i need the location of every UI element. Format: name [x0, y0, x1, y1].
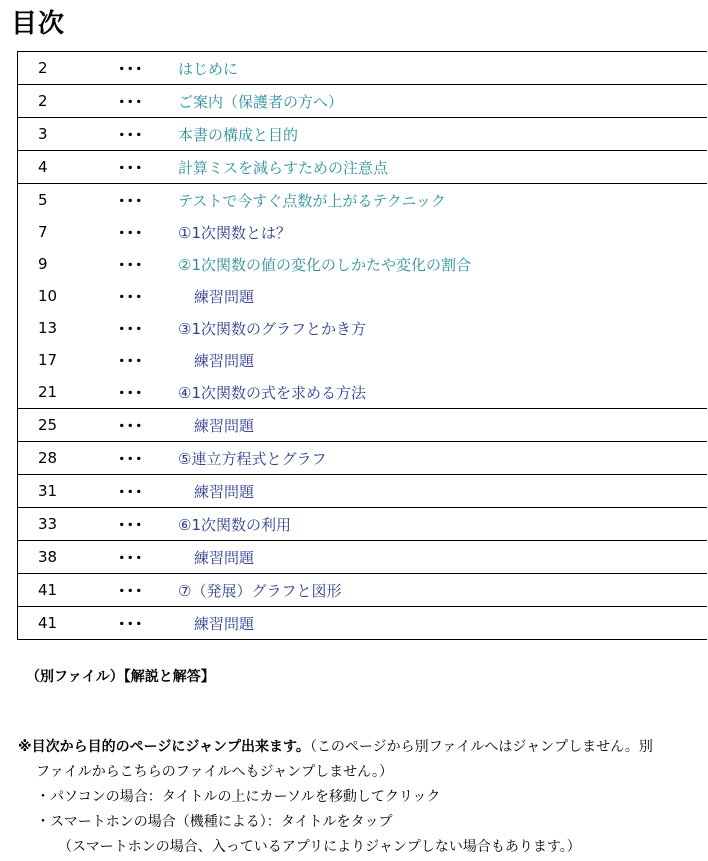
toc-link-test-techniques[interactable]: テストで今すぐ点数が上がるテクニック: [178, 191, 446, 210]
toc-leader-dots: ･･･: [118, 475, 178, 508]
toc-row: [18, 409, 708, 442]
toc-row: [18, 52, 708, 85]
toc-link-practice[interactable]: 練習問題: [194, 614, 255, 633]
jump-notes: [18, 735, 702, 860]
toc-page-number: 2: [18, 52, 119, 85]
pc-instruction: ・パソコンの場合：タイトルの上にカーソルを移動してクリック: [36, 789, 441, 805]
toc-page-number: 41: [18, 574, 119, 607]
toc-row: [18, 85, 708, 118]
toc-link-chapter-4[interactable]: ④1次関数の式を求める方法: [178, 383, 366, 402]
page-title: 目次: [11, 9, 66, 39]
toc-link-chapter-2[interactable]: ②1次関数の値の変化のしかたや変化の割合: [178, 255, 471, 274]
jump-note-continuation: ファイルからこちらのファイルへもジャンプしません。）: [36, 764, 393, 780]
toc-page-number: 7: [18, 216, 119, 248]
toc-leader-dots: ･･･: [118, 574, 178, 607]
toc-page-number: 10: [18, 280, 119, 312]
toc-page-number: 9: [18, 248, 119, 280]
toc-link-calculation-tips[interactable]: 計算ミスを減らすための注意点: [178, 158, 389, 177]
toc-link-guide-for-parents[interactable]: ご案内（保護者の方へ）: [178, 92, 344, 111]
toc-row: [18, 541, 708, 574]
toc-leader-dots: ･･･: [118, 351, 144, 370]
toc-page-number: 3: [18, 118, 119, 151]
toc-row: [18, 248, 708, 280]
toc-leader-dots: ･･･: [118, 409, 178, 442]
toc-leader-dots: ･･･: [118, 319, 144, 338]
toc-leader-dots: ･･･: [118, 255, 144, 274]
toc-leader-dots: ･･･: [118, 118, 178, 151]
toc-page-number: 33: [18, 508, 119, 541]
toc-row: [18, 376, 708, 409]
toc-leader-dots: ･･･: [118, 508, 178, 541]
toc-row: [18, 475, 708, 508]
toc-link-practice[interactable]: 練習問題: [194, 416, 255, 435]
toc-link-chapter-5[interactable]: ⑤連立方程式とグラフ: [178, 449, 327, 468]
toc-row: [18, 184, 708, 217]
toc-page-number: 17: [18, 344, 119, 376]
jump-note-line: [18, 735, 702, 760]
toc-page-number: 41: [18, 607, 119, 640]
toc-row: [18, 442, 708, 475]
toc-leader-dots: ･･･: [118, 541, 178, 574]
toc-link-practice[interactable]: 練習問題: [194, 351, 255, 370]
toc-page-number: 4: [18, 151, 119, 184]
smartphone-note: （スマートホンの場合、入っているアプリによりジャンプしない場合もあります。）: [58, 839, 581, 855]
toc-leader-dots: ･･･: [118, 151, 178, 184]
toc-leader-dots: ･･･: [118, 85, 178, 118]
toc-page-number: 21: [18, 376, 119, 409]
jump-note-text: （このページから別ファイルへはジャンプしません。別: [309, 739, 653, 755]
toc-link-structure-and-purpose[interactable]: 本書の構成と目的: [178, 125, 299, 144]
toc-row: [18, 344, 708, 376]
toc-page-number: 31: [18, 475, 119, 508]
jump-note-heading: ※目次から目的のページにジャンプ出来ます。: [18, 739, 310, 755]
toc-page-number: 28: [18, 442, 119, 475]
table-of-contents: [17, 51, 707, 640]
toc-link-introduction[interactable]: はじめに: [178, 59, 239, 78]
toc-leader-dots: ･･･: [118, 52, 178, 85]
toc-page-number: 38: [18, 541, 119, 574]
toc-row: [18, 118, 708, 151]
toc-link-practice[interactable]: 練習問題: [194, 548, 255, 567]
toc-link-chapter-1[interactable]: ①1次関数とは？: [178, 223, 291, 242]
toc-link-chapter-3[interactable]: ③1次関数のグラフとかき方: [178, 319, 366, 338]
separate-file-label: （別ファイル）【解説と解答】: [26, 669, 215, 685]
toc-leader-dots: ･･･: [118, 287, 144, 306]
toc-link-chapter-7[interactable]: ⑦（発展）グラフと図形: [178, 581, 342, 600]
toc-row: [18, 574, 708, 607]
toc-leader-dots: ･･･: [118, 184, 178, 217]
toc-row: [18, 216, 708, 248]
toc-leader-dots: ･･･: [118, 383, 144, 402]
toc-leader-dots: ･･･: [118, 223, 144, 242]
toc-row: [18, 151, 708, 184]
toc-row: [18, 312, 708, 344]
toc-page-number: 25: [18, 409, 119, 442]
smartphone-instruction: ・スマートホンの場合（機種による）：タイトルをタップ: [36, 814, 393, 830]
toc-page-number: 2: [18, 85, 119, 118]
toc-page-number: 13: [18, 312, 119, 344]
toc-link-practice[interactable]: 練習問題: [194, 287, 255, 306]
toc-leader-dots: ･･･: [118, 607, 178, 640]
toc-leader-dots: ･･･: [118, 442, 178, 475]
toc-row: [18, 280, 708, 312]
toc-row: [18, 607, 708, 640]
toc-page-number: 5: [18, 184, 119, 217]
toc-link-chapter-6[interactable]: ⑥1次関数の利用: [178, 515, 291, 534]
toc-row: [18, 508, 708, 541]
toc-link-practice[interactable]: 練習問題: [194, 482, 255, 501]
